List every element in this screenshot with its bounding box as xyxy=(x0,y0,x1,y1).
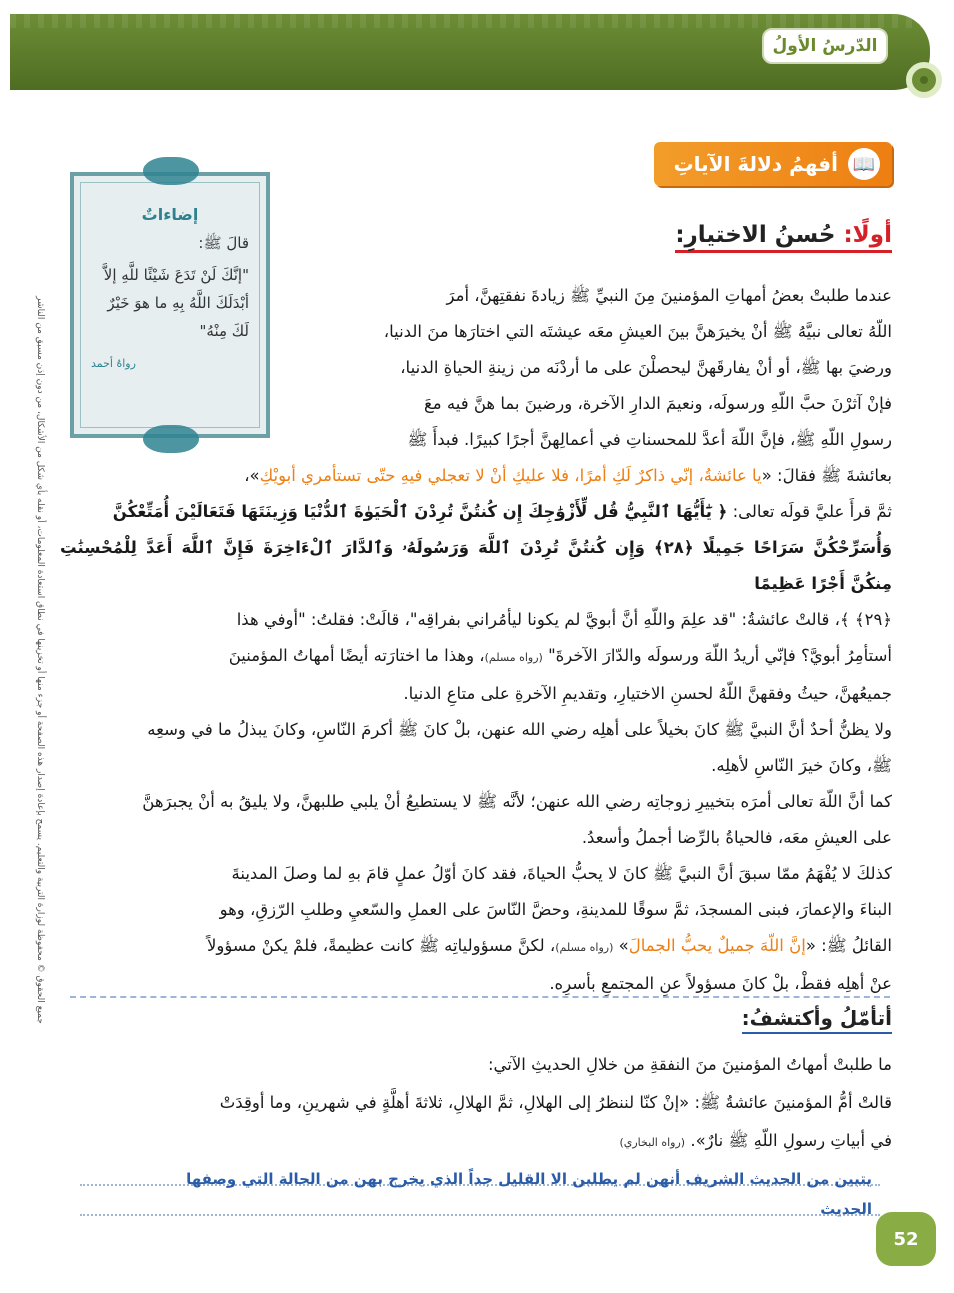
reflect-text xyxy=(60,1046,892,1162)
text-line: ﴿٢٩﴾ ﴾، قالتْ عائشةُ: "قد علِمَ واللّهِ أنَّ أبويَّ لم يكونا ليأمُراني بفراقِه"، قالَتْ: فقلتُ: "أوفي هذا xyxy=(236,610,892,629)
reflect-question: ما طلبتْ أمهاتُ المؤمنينَ منَ النفقةِ من خلالِ الحديثِ الآتي: xyxy=(487,1055,892,1074)
lights-source: رواهُ أحمد xyxy=(91,357,136,371)
text-line: ولا يظنُّ أحدٌ أنَّ النبيَّ ﷺ كانَ بخيلاً على أهلِه رضي الله عنهن، بلْ كانَ ﷺ أكرمَ النّاسِ، وكانَ يبذلُ ما في وسعِه xyxy=(147,720,892,739)
subheading-number: أولًا: xyxy=(843,222,892,248)
hadith-quote: إنَّ اللّهَ جميلٌ يحبُّ الجمالَ xyxy=(628,936,806,955)
lights-title: إضاءاتٌ xyxy=(141,205,199,224)
reflect-heading: أتأمّلُ وأكتشفُ: xyxy=(742,1006,892,1034)
copyright-note: جميع الحقوق © محفوظة لوزارة التربية والتعليم. يسمح بإعادة إصدار هذه الصفحة أو جزء منها أو تخزينها في نطاق استعادة المعلومات، أو نقله بأي شكل من الأشكال، من دون إذن مسبق من الناشر xyxy=(35,296,45,1024)
page-number: 52 xyxy=(876,1212,936,1266)
source-note: (رواه مسلم) xyxy=(555,941,614,954)
subheading-text: حُسنُ الاختيارِ: xyxy=(675,222,836,248)
text-line: عنْ أهلِه فقطْ، بلْ كانَ مسؤولاً عنِ المجتمعِ بأسرِه. xyxy=(549,974,892,993)
text-line: القائلُ ﷺ: «إنَّ اللّهَ جميلٌ يحبُّ الجمالَ» (رواه مسلم)، لكنَّ مسؤولياتِه ﷺ كانت عظيمةً، فلمْ يكنْ مسؤولاً xyxy=(206,936,892,955)
text-line: البناءَ والإعمارَ، فبنى المسجدَ، ثمَّ سوقًا للمدينةِ، وحضَّ النّاسَ على العملِ والسّعيِ وطلبِ الرّزقِ، وهو xyxy=(219,900,892,919)
divider xyxy=(70,996,890,998)
text-line: ورضيَ بها ﷺ، أو أنْ يفارقَهنَّ ليحصلْنَ على ما أردْنَه من زينةِ الحياةِ الدنيا، xyxy=(400,358,892,377)
book-icon: 📖 xyxy=(848,148,880,180)
source-note: (رواه البخاري) xyxy=(619,1136,686,1149)
section-title: أفهمُ دلالةَ الآياتِ xyxy=(673,152,838,176)
source-note: (رواه مسلم) xyxy=(484,651,543,664)
subheading xyxy=(675,222,892,253)
text-line: بعائشةَ ﷺ فقالَ: «يا عائشةُ، إنّي ذاكرٌ لَكِ أمرًا، فلا عليكِ أنْ لا تعجلي فيهِ حتّى تستأمري أبويْكِ»، xyxy=(244,466,892,485)
answer-text[interactable]: يتبين من الحديث الشريف أنهن لم يطلبن الا القليل جداً الذي يخرج بهن من الحالة التي وصفها الحديث xyxy=(186,1170,872,1218)
section-header xyxy=(654,142,892,186)
quran-verse: ﴿ يَٰٓأَيُّهَا ٱلنَّبِيُّ قُل لِّأَزْوَٰجِكَ إِن كُنتُنَّ تُرِدْنَ ٱلْحَيَوٰةَ ٱلدُّنْيَا وَزِينَتَهَا فَتَعَالَيْنَ أُمَتِّعْكُنَّ xyxy=(112,502,728,521)
text-line: فإنْ آثرْنَ حبَّ اللّهِ ورسولَه، ونعيمَ الدارِ الآخرة، ورضينَ بما هنَّ فيه معَ xyxy=(424,394,892,413)
text-line: رسولِ اللّهِ ﷺ، فإنَّ اللّهَ أعدَّ للمحسناتِ في أعمالِهنَّ أجرًا كبيرًا. فبدأَ ﷺ xyxy=(407,430,892,449)
reflect-hadith: في أبياتِ رسولِ اللّهِ ﷺ نارٌ». (رواه البخاري) xyxy=(619,1131,892,1150)
text-line: على العيشِ معَه، فالحياةُ بالرِّضا أجملُ وأسعدُ. xyxy=(581,828,892,847)
main-text xyxy=(60,278,892,1002)
hadith-quote: يا عائشةُ، إنّي ذاكرٌ لَكِ أمرًا، فلا عليكِ أنْ لا تعجلي فيهِ حتّى تستأمري أبويْكِ xyxy=(259,466,762,485)
text-line: ﷺ، وكانَ خيرَ النّاسِ لأهلِه. xyxy=(711,756,892,775)
reflect-hadith: قالتْ أمُّ المؤمنينَ عائشةُ ﷺ: «إنْ كنّا لننظرُ إلى الهلالِ، ثمَّ الهلالِ، ثلاثةَ أهلَّةٍ في شهرينِ، وما أوقِدَتْ xyxy=(219,1093,892,1112)
text-line: كما أنَّ اللّهَ تعالى أمرَه بتخييرِ زوجاتِه رضي الله عنهن؛ لأنَّه ﷺ لا يستطيعُ أنْ يلبي طلبهنَّ، ولا يليقُ به أنْ يجبرَهنَّ xyxy=(142,792,892,811)
ring-decoration-icon xyxy=(906,62,942,98)
lights-said: قالَ ﷺ: xyxy=(198,234,249,252)
text-line: أستأمِرُ أبويَّ؟ فإنّي أريدُ اللّهَ ورسولَه والدّارَ الآخرةَ" (رواه مسلم)، وهذا ما اختارَته أيضًا أمهاتُ المؤمنينَ xyxy=(228,646,892,665)
text-line: اللّهُ تعالى نبيَّهُ ﷺ أنْ يخيرَهنَّ بينَ العيشِ معَه عيشتَه التي اختارَها منَ الدنيا، xyxy=(383,322,892,341)
lesson-tab: الدّرسُ الأولُ xyxy=(762,28,888,64)
text-line: ثمَّ قرأَ عليَّ قولَه تعالى: ﴿ يَٰٓأَيُّهَا ٱلنَّبِيُّ قُل لِّأَزْوَٰجِكَ إِن كُنتُنَّ تُرِدْنَ ٱلْحَيَوٰةَ ٱلدُّنْيَا وَزِينَتَهَا فَتَعَالَيْنَ أُمَتِّعْكُنَّ xyxy=(112,502,892,521)
ornament-icon xyxy=(143,157,199,185)
text-line: كذلكَ لا يُفْهَمُ ممّا سبقَ أنَّ النبيَّ ﷺ كانَ لا يحبُّ الحياةَ، فقد كانَ أوّلُ عملٍ قامَ بهِ لما وصلَ المدينةَ xyxy=(231,864,892,883)
quran-verse: وَأُسَرِّحْكُنَّ سَرَاحًا جَمِيلًا ﴿٢٨﴾ وَإِن كُنتُنَّ تُرِدْنَ ٱللَّهَ وَرَسُولَهُۥ وَٱلدَّارَ ٱلْءَاخِرَةَ فَإِنَّ ٱللَّهَ أَعَدَّ لِلْمُحْسِنَٰتِ مِنكُنَّ أَجْرًا عَظِيمًا xyxy=(60,538,892,593)
text-line: عندما طلبتْ بعضُ أمهاتِ المؤمنينَ مِنَ النبيِّ ﷺ زيادةَ نفقتِهنَّ، أمرَ xyxy=(446,286,892,305)
lights-quote: "إنَّكَ لَنْ تَدَعَ شَيْئًا للَّهِ إلاَّ أبْدَلَكَ اللَّهُ بِهِ ما هوَ خَيْرٌ لَكَ مِنْهُ" xyxy=(103,266,249,340)
text-line: جميعُهنَّ، حيثُ وفقهنَّ اللّهُ لحسنِ الاختيارِ، وتقديمِ الآخرةِ على متاعِ الدنيا. xyxy=(403,684,892,703)
